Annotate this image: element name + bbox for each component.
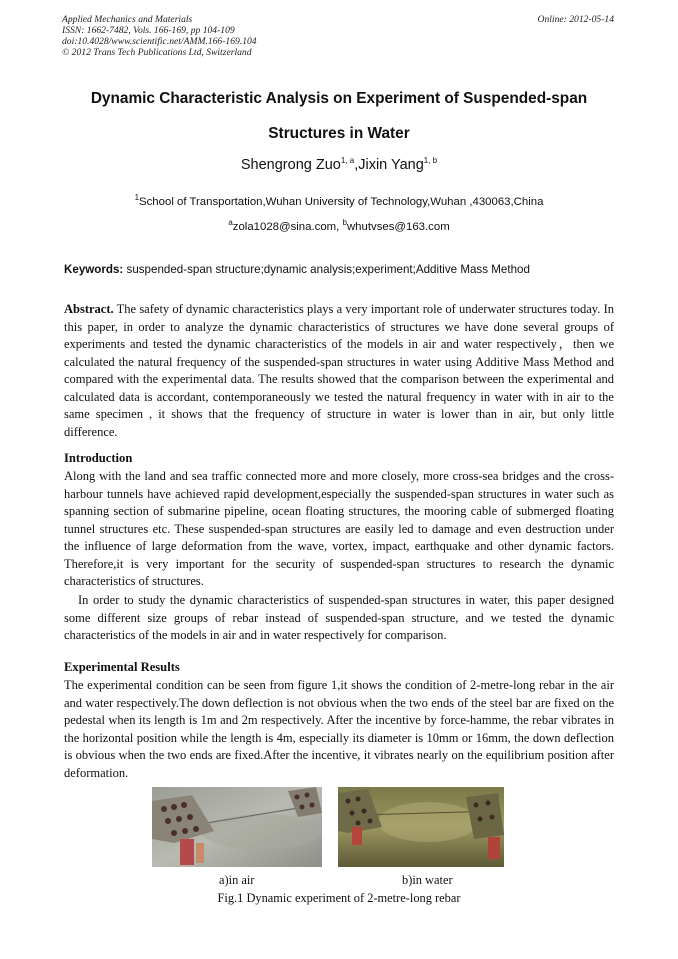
- issn-line: ISSN: 1662-7482, Vols. 166-169, pp 104-109: [62, 25, 235, 36]
- copyright-line: © 2012 Trans Tech Publications Ltd, Switzerland: [62, 47, 252, 58]
- online-date: Online: 2012-05-14: [537, 14, 614, 25]
- author-name: Jixin Yang: [358, 157, 424, 173]
- journal-name: Applied Mechanics and Materials: [62, 14, 193, 25]
- email-sup: b: [342, 218, 347, 228]
- page-header: [62, 14, 614, 58]
- email-sup: a: [228, 218, 233, 228]
- photo-rebar-in-water: [338, 787, 504, 867]
- paper-title-line-2: Structures in Water: [268, 125, 410, 142]
- introduction-heading: Introduction: [64, 451, 133, 465]
- keywords-text: suspended-span structure;dynamic analysis;experiment;Additive Mass Method: [126, 263, 530, 276]
- affiliation-sup: 1: [134, 193, 140, 203]
- author-sup: 1, b: [423, 156, 438, 166]
- doi-line: doi:10.4028/www.scientific.net/AMM.166-169.104: [62, 36, 257, 47]
- author-name: Shengrong Zuo: [240, 157, 341, 173]
- affiliation: [0, 193, 678, 208]
- paper-title-line-1: Dynamic Characteristic Analysis on Experiment of Suspended-span: [90, 90, 588, 107]
- email-address[interactable]: whutvses@163.com: [346, 221, 450, 233]
- abstract-label: Abstract.: [64, 302, 114, 316]
- photo-rebar-in-air: [152, 787, 322, 867]
- experimental-paragraph-1: The experimental condition can be seen from figure 1,it shows the condition of 2-metre-long rebar in the air and water respectively.The down deflection is not obvious when the two ends of the steel bar are fixed on the pedestal when its length is 1m and 2m respectively. After the incentive by force-hamme, the rebar vibrates in the horizontal position while the length is 4m, especially its diameter is 10mm or 16mm, the down deflection is obvious when the two ends are fixed.After the incentive, it vibrates nearly on the equilibrium position after deformation.: [64, 678, 614, 780]
- author-list: Shengrong Zuo$^{1, a}$,Jixin Yang$^{1, b}$: [240, 156, 438, 173]
- figure-caption-a: a)in air: [219, 873, 255, 887]
- abstract-text: The safety of dynamic characteristics plays a very important role of underwater structures today. In this paper, in order to analyze the dynamic characteristics of structures we have done several groups of experiments and tested the dynamic characteristics of the models in air and water respectively，then we calculated the natural frequency of the suspended-span structures in water using Additive Mass Method and compared with the experimental data. The results showed that the comparison between the experimental and calculated data is accordant, contemporaneously we tested the natural frequency in water with in air to the same specimen , it shows that the frequency of structure in water is lower than in air, but only little difference.: [64, 302, 615, 439]
- keywords-label: Keywords:: [64, 263, 124, 276]
- keywords: [64, 263, 530, 276]
- figure-caption-b: b)in water: [402, 873, 453, 887]
- author-sup: 1, a: [340, 156, 355, 166]
- affiliation-text: School of Transportation,Wuhan University of Technology,Wuhan ,430063,China: [139, 196, 544, 208]
- experimental-heading: Experimental Results: [64, 660, 180, 674]
- email-address[interactable]: zola1028@sina.com: [232, 221, 337, 233]
- introduction-paragraph-1: Along with the land and sea traffic connected more and more closely, more cross-sea bridges and the cross-harbour tunnels have achieved rapid development,especially the suspended-span structures in water such as spanning section of submarine pipeline, ocean floating structures, the mooring cable of submerged floating tunnel structures etc. These suspended-span structures are easily led to damage and even destruction under the influence of large deformation from the wave, vortex, impact, earthquake and other dynamic factors. Therefore,it is very important for the security of suspended-span structures to research the dynamic characteristics of structures.: [64, 469, 614, 588]
- email-line: $^a$zola1028@sina.com, $^b$whutvses@163.com: [228, 218, 450, 233]
- abstract: [64, 301, 614, 441]
- figure-caption: Fig.1 Dynamic experiment of 2-metre-long rebar: [217, 891, 461, 905]
- introduction-paragraph-2: In order to study the dynamic characteristics of suspended-span structures in water, this paper designed some different size groups of rebar instead of suspended-span structure, and we tested the dynamic characteristics of the models in air and in water respectively for comparison.: [64, 593, 614, 642]
